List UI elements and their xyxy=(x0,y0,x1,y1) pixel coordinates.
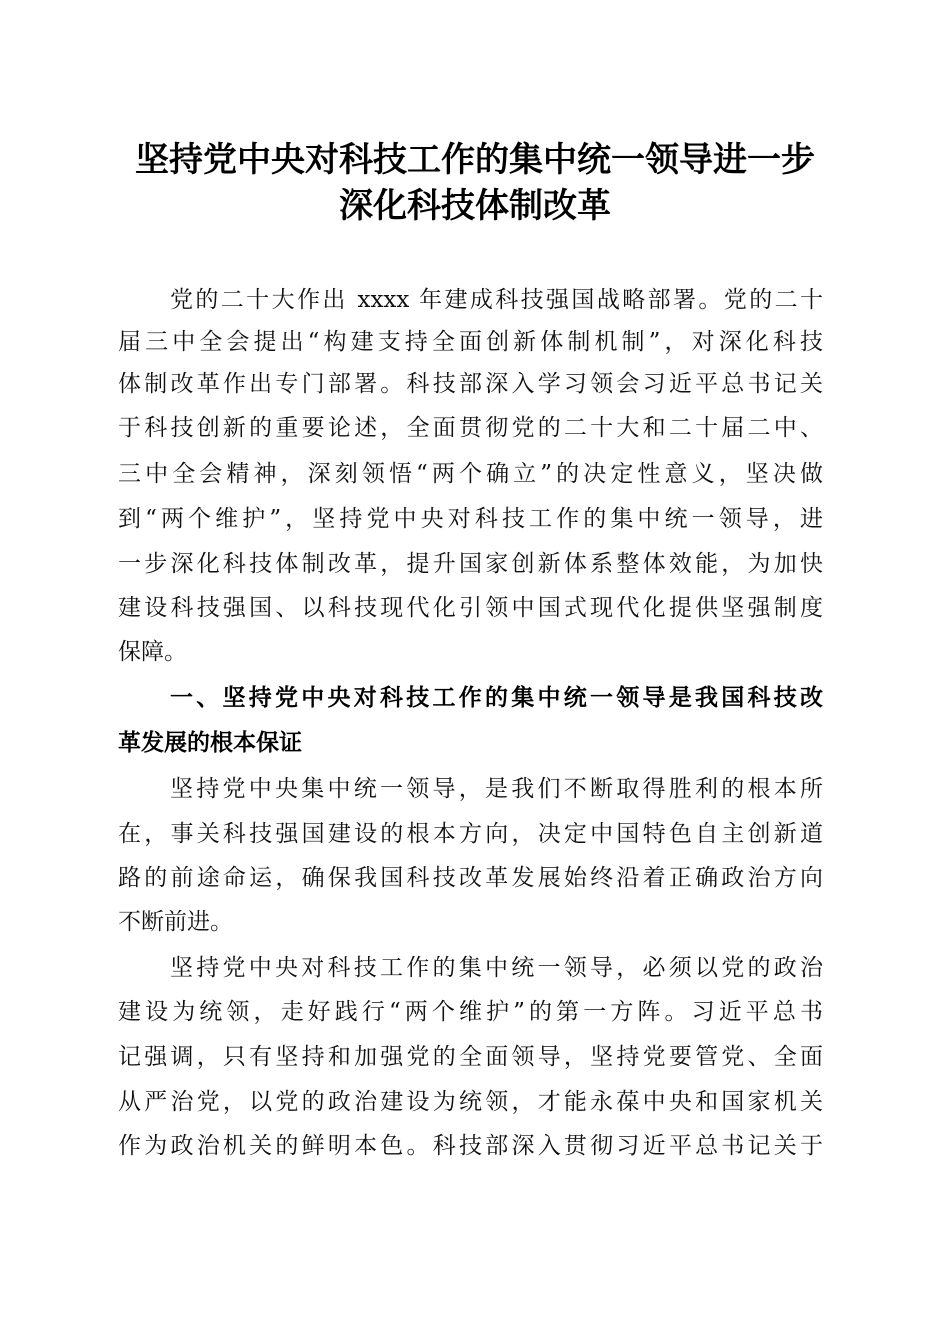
paragraph-line: 建设科技强国、以科技现代化引领中国式现代化提供坚强制度 xyxy=(118,595,823,621)
paragraph-line: 从严治党，以党的政治建设为统领，才能永葆中央和国家机关 xyxy=(118,1089,823,1115)
paragraph-line: 一步深化科技体制改革，提升国家创新体系整体效能，为加快 xyxy=(118,551,823,577)
paragraph-line: 路的前途命运，确保我国科技改革发展始终沿着正确政治方向 xyxy=(118,865,823,891)
paragraph-line: 建设为统领，走好践行“两个维护”的第一方阵。习近平总书 xyxy=(118,999,823,1025)
paragraph-line: 保障。 xyxy=(118,639,187,665)
section-heading-line: 革发展的根本保证 xyxy=(118,730,302,756)
paragraph-line: 于科技创新的重要论述，全面贯彻党的二十大和二十届二中、 xyxy=(118,415,823,441)
paragraph-line: 党的二十大作出 xxxx 年建成科技强国战略部署。党的二十 xyxy=(170,287,823,313)
document-title-line-1: 坚持党中央对科技工作的集中统一领导进一步 xyxy=(135,140,815,180)
paragraph-line: 坚持党中央对科技工作的集中统一领导，必须以党的政治 xyxy=(170,955,823,981)
paragraph-line: 坚持党中央集中统一领导，是我们不断取得胜利的根本所 xyxy=(170,776,823,802)
section-heading-line: 一、坚持党中央对科技工作的集中统一领导是我国科技改 xyxy=(170,685,823,711)
paragraph-line: 记强调，只有坚持和加强党的全面领导，坚持党要管党、全面 xyxy=(118,1044,823,1070)
paragraph-line: 作为政治机关的鲜明本色。科技部深入贯彻习近平总书记关于 xyxy=(118,1133,823,1159)
paragraph-line: 到“两个维护”，坚持党中央对科技工作的集中统一领导，进 xyxy=(118,506,823,532)
paragraph-line: 在，事关科技强国建设的根本方向，决定中国特色自主创新道 xyxy=(118,821,823,847)
paragraph-line: 体制改革作出专门部署。科技部深入学习领会习近平总书记关 xyxy=(118,371,823,397)
paragraph-line: 三中全会精神，深刻领悟“两个确立”的决定性意义，坚决做 xyxy=(118,461,823,487)
paragraph-line: 不断前进。 xyxy=(118,909,233,935)
paragraph-line: 届三中全会提出“构建支持全面创新体制机制”，对深化科技 xyxy=(118,329,823,355)
document-title-line-2: 深化科技体制改革 xyxy=(339,186,611,226)
